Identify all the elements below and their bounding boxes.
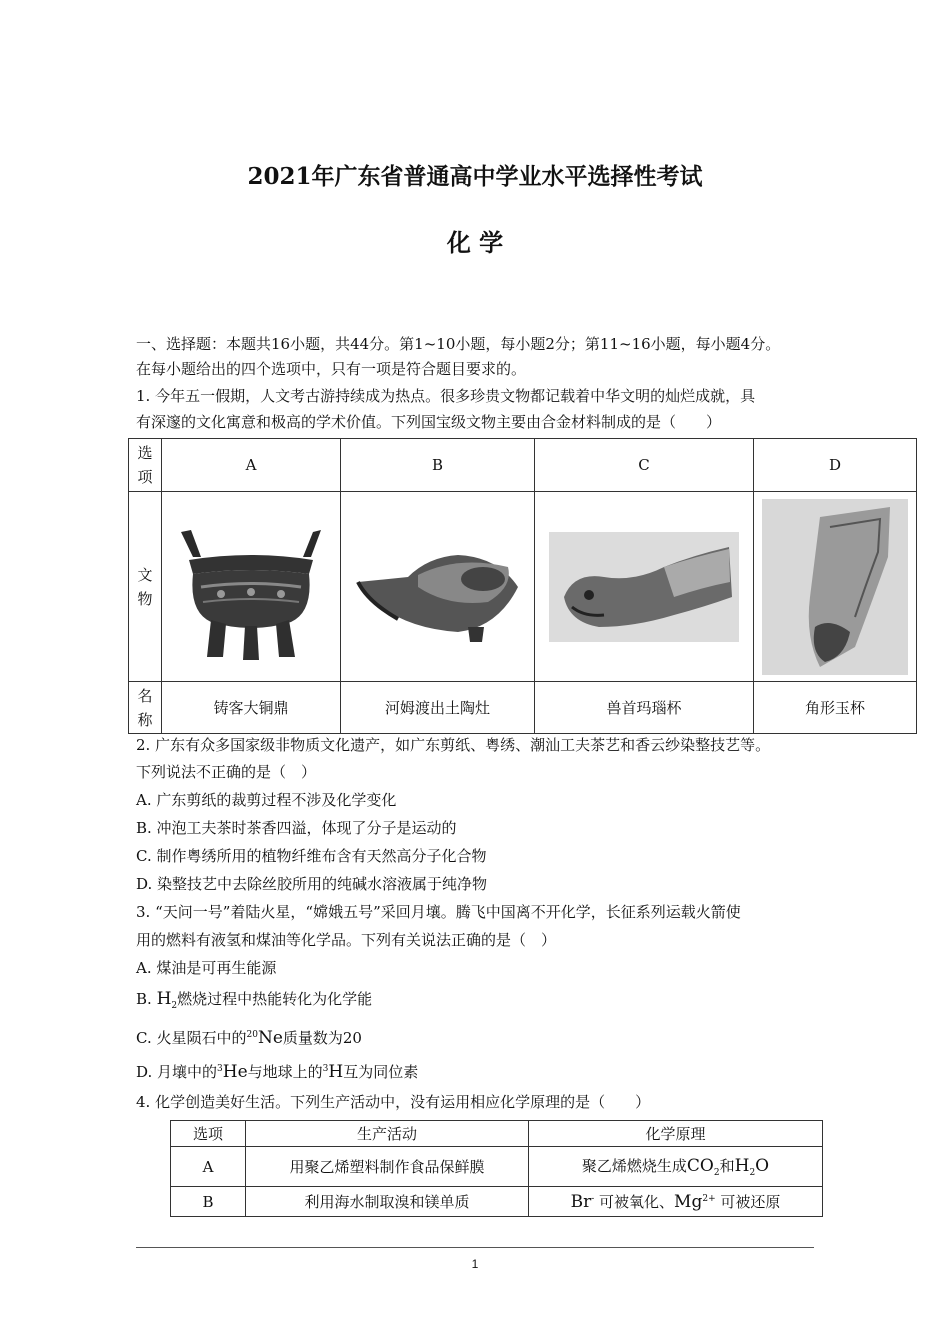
name-a: 铸客大铜鼎: [162, 682, 341, 734]
bronze-ding-cell: [162, 492, 341, 682]
q2-option-c: C. 制作粤绣所用的植物纤维布含有天然高分子化合物: [136, 847, 487, 865]
q2-stem-line-1: 2. 广东有众多国家级非物质文化遗产，如广东剪纸、粤绣、潮汕工夫茶艺和香云纱染整技艺等。: [136, 736, 771, 754]
option-row-label: 选 项: [129, 439, 162, 492]
header-option: 选项: [171, 1121, 246, 1147]
q3-option-c: C. 火星陨石中的$^{20}$Ne质量数为20: [136, 1028, 362, 1048]
footer-divider: [136, 1247, 814, 1248]
option-b-header: B: [341, 439, 535, 492]
pottery-stove-cell: [341, 492, 535, 682]
header-activity: 生产活动: [246, 1121, 529, 1147]
agate-cup-cell: [535, 492, 754, 682]
subject-title: 化 学: [446, 228, 504, 257]
row-a-activity: 用聚乙烯塑料制作食品保鲜膜: [246, 1147, 529, 1187]
q2-option-a: A. 广东剪纸的裁剪过程不涉及化学变化: [136, 791, 397, 809]
row-b-activity: 利用海水制取溴和镁单质: [246, 1187, 529, 1217]
row-a-principle: 聚乙烯燃烧生成$CO_2$和$H_2O$: [529, 1147, 823, 1187]
artifact-table: [128, 438, 917, 734]
option-d-header: D: [754, 439, 917, 492]
name-row-label: 名 称: [129, 682, 162, 734]
name-c: 兽首玛瑙杯: [535, 682, 754, 734]
q2-option-d: D. 染整技艺中去除丝胶所用的纯碱水溶液属于纯净物: [136, 875, 488, 893]
pottery-stove-image: [348, 527, 528, 647]
exam-title: 2021年广东省普通高中学业水平选择性考试: [247, 163, 703, 190]
q3-option-b: B. $H_2$燃烧过程中热能转化为化学能: [136, 989, 373, 1011]
q4-stem: 4. 化学创造美好生活。下列生产活动中，没有运用相应化学原理的是（ ）: [136, 1093, 651, 1111]
q2-stem-line-2: 下列说法不正确的是（ ）: [136, 763, 317, 781]
option-c-header: C: [535, 439, 754, 492]
jade-cup-cell: [754, 492, 917, 682]
agate-cup-image: [544, 527, 744, 647]
jade-cup-image: [760, 497, 910, 677]
row-b-principle: Br- 可被氧化、$Mg^{2+}$ 可被还原: [529, 1187, 823, 1217]
q2-option-b: B. 冲泡工夫茶时茶香四溢，体现了分子是运动的: [136, 819, 457, 837]
row-b-option: B: [171, 1187, 246, 1217]
instructions-line-2: 在每小题给出的四个选项中，只有一项是符合题目要求的。: [136, 360, 527, 378]
q1-stem-line-1: 1. 今年五一假期，人文考古游持续成为热点。很多珍贵文物都记载着中华文明的灿烂成就，具: [136, 387, 756, 405]
option-a-header: A: [162, 439, 341, 492]
artifact-row-label: 文 物: [129, 492, 162, 682]
name-b: 河姆渡出土陶灶: [341, 682, 535, 734]
q3-option-a: A. 煤油是可再生能源: [136, 959, 277, 977]
q1-stem-line-2: 有深邃的文化寓意和极高的学术价值。下列国宝级文物主要由合金材料制成的是（ ）: [136, 413, 722, 431]
q3-option-d: D. 月壤中的$^3$He与地球上的$^3$H互为同位素: [136, 1062, 419, 1082]
q3-stem-line-1: 3. “天问一号”着陆火星，“嫦娥五号”采回月壤。腾飞中国离不开化学，长征系列运载火箭使: [136, 903, 741, 921]
bronze-ding-image: [171, 512, 331, 662]
page-number: 1: [471, 1257, 479, 1271]
q3-stem-line-2: 用的燃料有液氢和煤油等化学品。下列有关说法正确的是（ ）: [136, 931, 557, 949]
instructions-line-1: 一、选择题：本题共16小题，共44分。第1~10小题，每小题2分；第11~16小题，每小题4分。: [136, 335, 781, 353]
row-a-option: A: [171, 1147, 246, 1187]
production-table: [170, 1120, 823, 1217]
name-d: 角形玉杯: [754, 682, 917, 734]
header-principle: 化学原理: [529, 1121, 823, 1147]
